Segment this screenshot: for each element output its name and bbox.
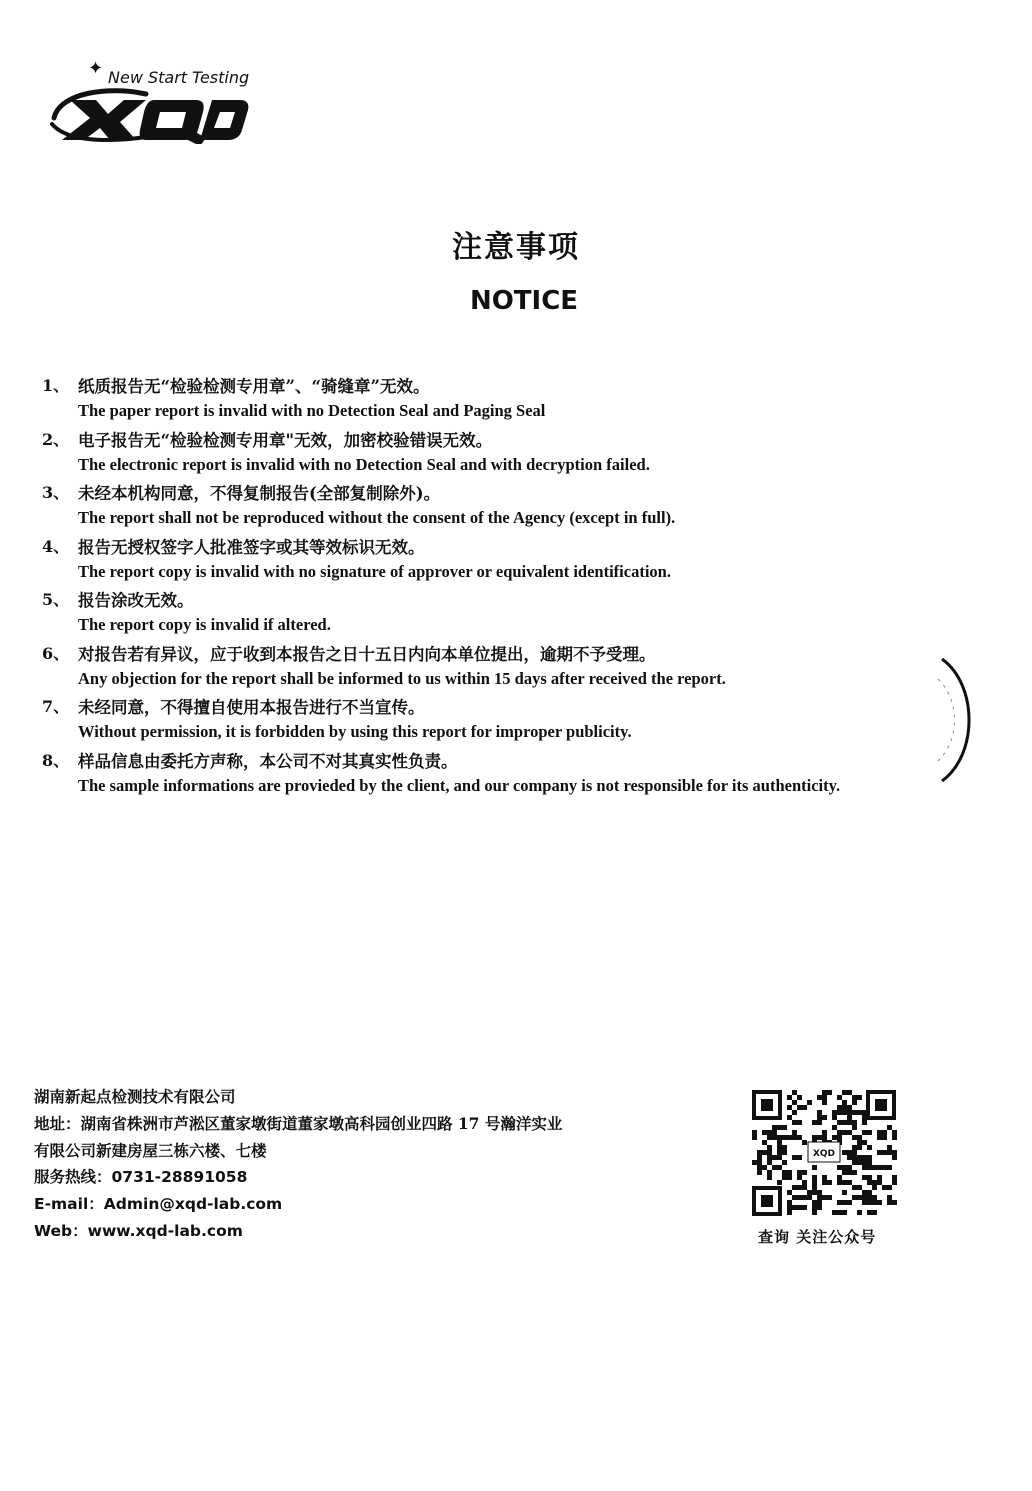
notice-text-en: The electronic report is invalid with no Detection Seal and with decryption failed. [78, 454, 650, 474]
qr-module [762, 1140, 767, 1145]
qr-module [862, 1190, 867, 1195]
notice-text-en: The paper report is invalid with no Detection Seal and Paging Seal [78, 401, 546, 420]
qr-module [882, 1185, 887, 1190]
qr-module [822, 1195, 827, 1200]
qr-module [892, 1180, 897, 1185]
qr-module [797, 1170, 802, 1175]
qr-module [877, 1130, 882, 1135]
qr-module [812, 1205, 817, 1210]
qr-module [832, 1135, 837, 1140]
notice-text-en: Any objection for the report shall be informed to us within 15 days after received the report. [78, 668, 726, 688]
qr-module [767, 1155, 772, 1160]
company-name: 湖南新起点检测技术有限公司 [34, 1087, 236, 1106]
qr-module [857, 1140, 862, 1145]
qr-module [837, 1210, 842, 1215]
qr-module [862, 1115, 867, 1120]
qr-module [842, 1200, 847, 1205]
qr-module [892, 1200, 897, 1205]
qr-module [852, 1120, 857, 1125]
qr-module [882, 1135, 887, 1140]
qr-module [792, 1195, 797, 1200]
qr-module [812, 1175, 817, 1180]
qr-module [802, 1105, 807, 1110]
qr-module [807, 1100, 812, 1105]
qr-module [752, 1160, 757, 1165]
qr-module [832, 1115, 837, 1120]
qr-module [832, 1210, 837, 1215]
qr-module [802, 1195, 807, 1200]
service-hotline: 服务热线：0731-28891058 [34, 1168, 248, 1186]
notice-text-en: The report copy is invalid if altered. [78, 615, 331, 634]
notice-text-cn: 未经同意，不得擅自使用本报告进行不当宣传。 [78, 698, 425, 717]
qr-module [852, 1095, 857, 1100]
qr-module [772, 1125, 777, 1130]
qr-module [787, 1170, 792, 1175]
qr-module [852, 1195, 857, 1200]
qr-module [822, 1180, 827, 1185]
qr-module [812, 1165, 817, 1170]
qr-module [837, 1120, 842, 1125]
qr-module [772, 1130, 777, 1135]
qr-module [847, 1200, 852, 1205]
notice-number: 4、 [42, 536, 70, 556]
qr-module [817, 1135, 822, 1140]
qr-module [782, 1175, 787, 1180]
qr-module [857, 1185, 862, 1190]
qr-module [772, 1135, 777, 1140]
qr-module [842, 1110, 847, 1115]
qr-module [872, 1180, 877, 1185]
qr-module [782, 1145, 787, 1150]
qr-module [852, 1125, 857, 1130]
qr-module [772, 1165, 777, 1170]
qr-module [852, 1110, 857, 1115]
qr-module [842, 1150, 847, 1155]
qr-module [882, 1150, 887, 1155]
qr-module [787, 1115, 792, 1120]
qr-module [817, 1190, 822, 1195]
qr-module [842, 1165, 847, 1170]
qr-module [787, 1210, 792, 1215]
qr-module [812, 1210, 817, 1215]
qr-module [822, 1090, 827, 1095]
qr-module [867, 1130, 872, 1135]
qr-module [752, 1130, 757, 1135]
qr-module [787, 1205, 792, 1210]
star-icon: ✦ [88, 58, 104, 79]
qr-module [842, 1170, 847, 1175]
qr-module [792, 1155, 797, 1160]
qr-module [827, 1180, 832, 1185]
notice-text-cn: 报告涂改无效。 [78, 591, 194, 610]
qr-module [832, 1110, 837, 1115]
qr-module [822, 1135, 827, 1140]
qr-module [787, 1175, 792, 1180]
qr-module [842, 1190, 847, 1195]
notice-item [42, 641, 982, 695]
notice-item [42, 480, 982, 534]
qr-module [757, 1155, 762, 1160]
qr-module [792, 1205, 797, 1210]
notice-text-en: Without permission, it is forbidden by using this report for improper publicity. [78, 722, 632, 741]
qr-module [867, 1195, 872, 1200]
qr-module [867, 1200, 872, 1205]
notice-text-cn: 报告无授权签字人批准签字或其等效标识无效。 [78, 537, 425, 557]
qr-module [812, 1135, 817, 1140]
qr-module [822, 1100, 827, 1105]
qr-module [837, 1095, 842, 1100]
address-line-1: 地址：湖南省株洲市芦淞区董家墩街道董家墩高科园创业四路 17 号瀚洋实业 [34, 1114, 563, 1133]
qr-module [787, 1135, 792, 1140]
notice-number: 2、 [42, 429, 70, 449]
qr-module [822, 1115, 827, 1120]
email-address: E-mail：Admin@xqd-lab.com [34, 1195, 283, 1213]
qr-module [882, 1130, 887, 1135]
qr-module [782, 1150, 787, 1155]
qr-module [762, 1130, 767, 1135]
qr-module [877, 1135, 882, 1140]
qr-module [842, 1130, 847, 1135]
notice-text-en: The sample informations are provieded by the client, and our company is not responsible for its authenticity. [78, 775, 841, 795]
qr-module [862, 1155, 867, 1160]
qr-module [777, 1140, 782, 1145]
qr-caption: 查询 关注公众号 [758, 1228, 877, 1246]
qr-module [842, 1120, 847, 1125]
qr-module [887, 1150, 892, 1155]
qr-module [767, 1170, 772, 1175]
qr-module [887, 1195, 892, 1200]
qr-module [777, 1155, 782, 1160]
qr-module [792, 1110, 797, 1115]
qr-module [757, 1150, 762, 1155]
qr-module [847, 1105, 852, 1110]
notice-number: 1、 [42, 376, 70, 395]
qr-module [777, 1180, 782, 1185]
qr-module [767, 1175, 772, 1180]
qr-module [797, 1135, 802, 1140]
qr-module [822, 1130, 827, 1135]
qr-module [847, 1090, 852, 1095]
qr-module [812, 1190, 817, 1195]
qr-module [867, 1180, 872, 1185]
qr-module [822, 1095, 827, 1100]
qr-module [832, 1125, 837, 1130]
qr-module [792, 1130, 797, 1135]
qr-module [872, 1200, 877, 1205]
notice-list [42, 373, 982, 801]
qr-code-icon [750, 1088, 898, 1218]
qr-module [842, 1100, 847, 1105]
qr-module [837, 1110, 842, 1115]
qr-module [857, 1110, 862, 1115]
qr-module [847, 1110, 852, 1115]
qr-module [792, 1185, 797, 1190]
title-chinese: 注意事项 [452, 230, 580, 265]
notice-text-en: The report copy is invalid with no signature of approver or equivalent identification. [78, 561, 671, 581]
qr-module [817, 1120, 822, 1125]
qr-module [792, 1120, 797, 1125]
qr-module [847, 1115, 852, 1120]
qr-module [852, 1100, 857, 1105]
qr-module [857, 1160, 862, 1165]
company-contact-info [34, 1083, 714, 1245]
qr-module [847, 1155, 852, 1160]
qr-module [852, 1145, 857, 1150]
qr-module [867, 1190, 872, 1195]
qr-module [837, 1105, 842, 1110]
qr-module [877, 1200, 882, 1205]
qr-module [827, 1090, 832, 1095]
qr-module [797, 1205, 802, 1210]
qr-module [792, 1090, 797, 1095]
qr-module [887, 1185, 892, 1190]
qr-module [802, 1180, 807, 1185]
qr-module [782, 1125, 787, 1130]
qr-module [867, 1160, 872, 1165]
qr-module [867, 1175, 872, 1180]
qr-module [822, 1175, 827, 1180]
qr-module [787, 1095, 792, 1100]
qr-module [892, 1175, 897, 1180]
qr-module [852, 1150, 857, 1155]
qr-module [787, 1200, 792, 1205]
qr-module [812, 1185, 817, 1190]
qr-module [847, 1150, 852, 1155]
qr-module [852, 1160, 857, 1165]
qr-module [817, 1110, 822, 1115]
qr-module [862, 1160, 867, 1165]
qr-module [892, 1150, 897, 1155]
qr-module [847, 1180, 852, 1185]
address-line-2: 有限公司新建房屋三栋六楼、七楼 [34, 1141, 267, 1160]
qr-module [862, 1120, 867, 1125]
qr-module [797, 1155, 802, 1160]
qr-module [852, 1155, 857, 1160]
qr-module [812, 1120, 817, 1125]
qr-module [857, 1095, 862, 1100]
qr-module [752, 1135, 757, 1140]
qr-module [877, 1180, 882, 1185]
qr-module [777, 1135, 782, 1140]
qr-module [777, 1165, 782, 1170]
notice-text-cn: 对报告若有异议，应于收到本报告之日十五日内向本单位提出，逾期不予受理。 [78, 644, 656, 664]
qr-module [887, 1165, 892, 1170]
notice-text-cn: 纸质报告无“检验检测专用章”、“骑缝章”无效。 [78, 377, 430, 396]
xqd-logo-mark [50, 84, 250, 144]
qr-module [767, 1130, 772, 1135]
qr-module [817, 1095, 822, 1100]
qr-module [872, 1185, 877, 1190]
qr-module [797, 1195, 802, 1200]
qr-module [862, 1200, 867, 1205]
qr-module [842, 1090, 847, 1095]
qr-module [862, 1110, 867, 1115]
qr-module [852, 1135, 857, 1140]
qr-module [827, 1195, 832, 1200]
qr-module [877, 1150, 882, 1155]
qr-module [887, 1145, 892, 1150]
qr-module [862, 1140, 867, 1145]
qr-module [797, 1185, 802, 1190]
qr-module [802, 1170, 807, 1175]
qr-module [772, 1155, 777, 1160]
qr-module [802, 1140, 807, 1145]
notice-item [42, 748, 982, 802]
qr-module [797, 1120, 802, 1125]
qr-module [807, 1190, 812, 1195]
qr-module [867, 1165, 872, 1170]
qr-module [847, 1165, 852, 1170]
qr-module [882, 1165, 887, 1170]
qr-module [837, 1200, 842, 1205]
qr-module [787, 1190, 792, 1195]
qr-module [782, 1135, 787, 1140]
qr-module [807, 1195, 812, 1200]
notice-item [42, 534, 982, 588]
qr-module [782, 1170, 787, 1175]
qr-module [877, 1175, 882, 1180]
qr-module [867, 1210, 872, 1215]
qr-module [867, 1145, 872, 1150]
qr-module [777, 1145, 782, 1150]
qr-module [817, 1200, 822, 1205]
qr-module [812, 1180, 817, 1185]
qr-module [777, 1150, 782, 1155]
qr-module [837, 1180, 842, 1185]
company-logo [50, 56, 260, 146]
qr-module [872, 1210, 877, 1215]
qr-module [862, 1130, 867, 1135]
qr-module [852, 1170, 857, 1175]
qr-module [797, 1095, 802, 1100]
qr-module [787, 1105, 792, 1110]
qr-module [847, 1120, 852, 1125]
qr-module [857, 1155, 862, 1160]
qr-module [817, 1205, 822, 1210]
qr-module [802, 1185, 807, 1190]
paging-seal-fragment-icon [920, 655, 980, 785]
qr-module [857, 1210, 862, 1215]
qr-block [750, 1088, 910, 1247]
qr-module [887, 1200, 892, 1205]
qr-module [872, 1195, 877, 1200]
qr-module [857, 1135, 862, 1140]
qr-module [862, 1165, 867, 1170]
notice-text-en: The report shall not be reproduced without the consent of the Agency (except in full). [78, 508, 676, 527]
notice-item [42, 373, 982, 427]
qr-module [862, 1175, 867, 1180]
qr-module [842, 1210, 847, 1215]
qr-module [852, 1185, 857, 1190]
notice-text-cn: 电子报告无“检验检测专用章"无效，加密校验错误无效。 [78, 430, 493, 450]
qr-module [837, 1175, 842, 1180]
qr-module [792, 1135, 797, 1140]
qr-module [817, 1195, 822, 1200]
qr-module [842, 1105, 847, 1110]
qr-module [757, 1165, 762, 1170]
qr-module [862, 1195, 867, 1200]
qr-module [782, 1160, 787, 1165]
qr-module [847, 1170, 852, 1175]
qr-module [837, 1135, 842, 1140]
notice-item [42, 587, 982, 641]
notice-text-cn: 未经本机构同意，不得复制报告(全部复制除外)。 [78, 484, 441, 503]
qr-module [762, 1150, 767, 1155]
qr-module [837, 1165, 842, 1170]
qr-module [797, 1175, 802, 1180]
logo-tagline: New Start Testing [108, 68, 250, 87]
qr-module [762, 1165, 767, 1170]
notice-item [42, 694, 982, 748]
qr-module [892, 1155, 897, 1160]
qr-module [767, 1135, 772, 1140]
notice-number: 3、 [42, 483, 70, 502]
qr-module [872, 1165, 877, 1170]
qr-module [792, 1100, 797, 1105]
qr-module [767, 1145, 772, 1150]
qr-module [847, 1130, 852, 1135]
qr-module [802, 1205, 807, 1210]
qr-module [867, 1155, 872, 1160]
notice-number: 6、 [42, 643, 70, 663]
qr-module [767, 1160, 772, 1165]
qr-module [892, 1135, 897, 1140]
qr-module [777, 1125, 782, 1130]
qr-module [857, 1145, 862, 1150]
website-address: Web：www.xqd-lab.com [34, 1222, 243, 1240]
notice-number: 5、 [42, 590, 70, 609]
qr-module [892, 1130, 897, 1135]
qr-module [767, 1150, 772, 1155]
qr-module [887, 1125, 892, 1130]
qr-module [797, 1105, 802, 1110]
title-english: NOTICE [469, 286, 579, 316]
notice-number: 7、 [42, 697, 70, 716]
notice-number: 8、 [42, 750, 70, 770]
qr-center-label: XQD [812, 1149, 836, 1159]
qr-module [837, 1130, 842, 1135]
notice-item [42, 427, 982, 481]
qr-module [877, 1165, 882, 1170]
qr-module [842, 1180, 847, 1185]
qr-module [857, 1195, 862, 1200]
notice-text-cn: 样品信息由委托方声称，本公司不对其真实性负责。 [78, 751, 458, 771]
qr-module [757, 1160, 762, 1165]
qr-module [757, 1170, 762, 1175]
qr-module [812, 1200, 817, 1205]
qr-module [817, 1115, 822, 1120]
